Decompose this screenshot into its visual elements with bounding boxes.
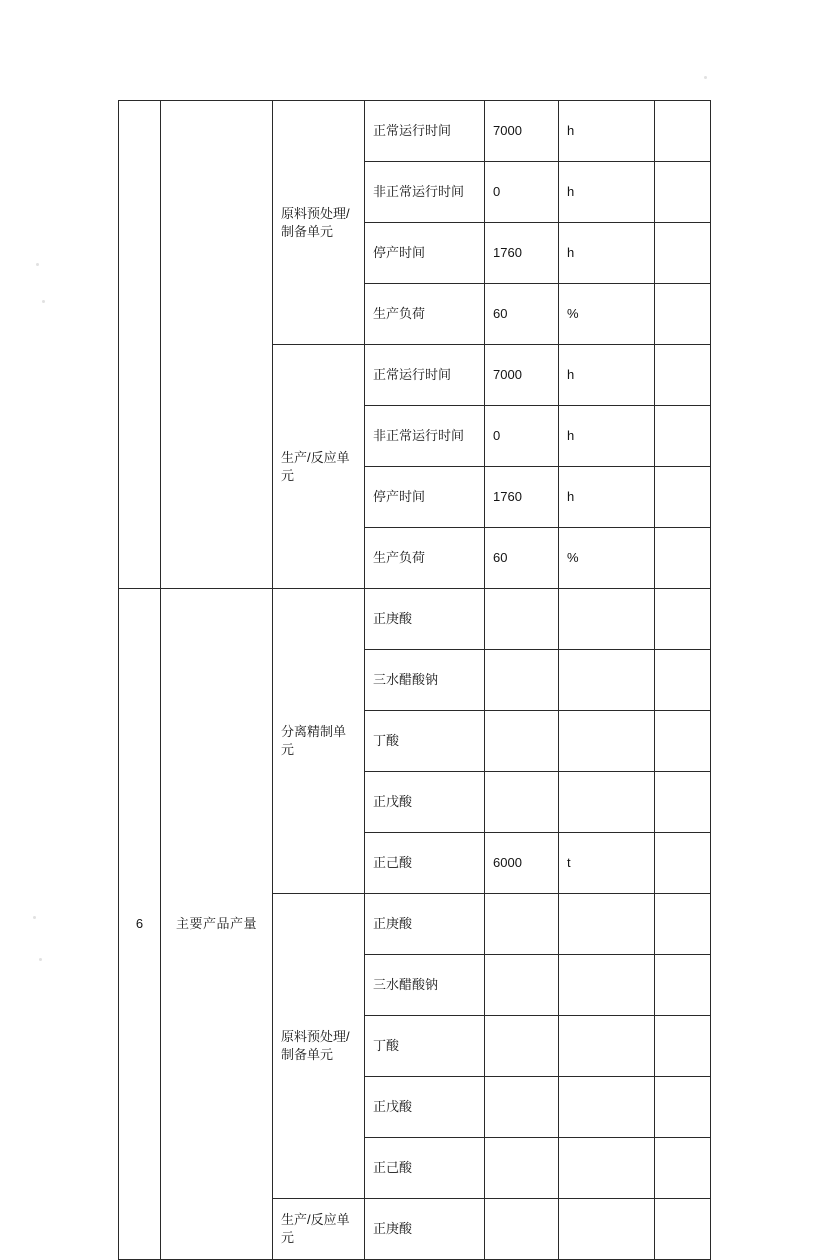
parameter-name: 生产负荷 xyxy=(365,528,485,589)
parameter-name: 丁酸 xyxy=(365,1016,485,1077)
parameter-unit: % xyxy=(559,284,655,345)
parameter-note xyxy=(655,894,711,955)
parameter-unit xyxy=(559,589,655,650)
parameter-note xyxy=(655,650,711,711)
section-index xyxy=(119,101,161,589)
parameter-name: 停产时间 xyxy=(365,467,485,528)
parameter-name: 非正常运行时间 xyxy=(365,162,485,223)
parameter-value: 7000 xyxy=(485,345,559,406)
parameter-name: 生产负荷 xyxy=(365,284,485,345)
parameter-name: 丁酸 xyxy=(365,711,485,772)
parameter-unit: h xyxy=(559,345,655,406)
parameter-note xyxy=(655,406,711,467)
parameter-unit xyxy=(559,1016,655,1077)
parameter-note xyxy=(655,101,711,162)
parameter-value: 6000 xyxy=(485,833,559,894)
parameter-name: 三水醋酸钠 xyxy=(365,650,485,711)
parameter-name: 正己酸 xyxy=(365,1138,485,1199)
parameter-note xyxy=(655,1016,711,1077)
section-item xyxy=(161,101,273,589)
parameter-note xyxy=(655,711,711,772)
unit-name: 生产/反应单元 xyxy=(273,345,365,589)
parameter-note xyxy=(655,345,711,406)
parameter-value: 0 xyxy=(485,162,559,223)
scan-speck xyxy=(42,300,45,303)
parameter-unit xyxy=(559,1077,655,1138)
parameter-unit xyxy=(559,894,655,955)
section-index: 6 xyxy=(119,589,161,1260)
parameter-name: 正常运行时间 xyxy=(365,345,485,406)
parameter-value xyxy=(485,1199,559,1260)
parameter-unit: h xyxy=(559,406,655,467)
parameter-value xyxy=(485,589,559,650)
parameter-value xyxy=(485,955,559,1016)
scan-speck xyxy=(704,76,707,79)
parameter-note xyxy=(655,284,711,345)
parameter-value: 7000 xyxy=(485,101,559,162)
parameter-value: 0 xyxy=(485,406,559,467)
scan-speck xyxy=(33,916,36,919)
table-row xyxy=(119,101,711,162)
parameter-value xyxy=(485,1016,559,1077)
parameter-note xyxy=(655,833,711,894)
parameter-unit xyxy=(559,711,655,772)
scan-speck xyxy=(39,958,42,961)
parameter-value: 1760 xyxy=(485,467,559,528)
parameter-name: 停产时间 xyxy=(365,223,485,284)
parameter-unit xyxy=(559,650,655,711)
parameter-note xyxy=(655,1199,711,1260)
parameter-value xyxy=(485,894,559,955)
parameter-name: 非正常运行时间 xyxy=(365,406,485,467)
parameter-note xyxy=(655,1077,711,1138)
parameter-name: 正常运行时间 xyxy=(365,101,485,162)
parameter-name: 正庚酸 xyxy=(365,589,485,650)
table-row xyxy=(119,589,711,650)
parameter-name: 正己酸 xyxy=(365,833,485,894)
parameter-unit xyxy=(559,772,655,833)
parameter-note xyxy=(655,528,711,589)
parameter-value xyxy=(485,772,559,833)
section-item: 主要产品产量 xyxy=(161,589,273,1260)
parameter-note xyxy=(655,467,711,528)
parameter-unit xyxy=(559,1138,655,1199)
parameter-value xyxy=(485,650,559,711)
parameter-value: 60 xyxy=(485,284,559,345)
parameter-unit: h xyxy=(559,467,655,528)
parameter-unit: t xyxy=(559,833,655,894)
unit-name: 原料预处理/制备单元 xyxy=(273,894,365,1199)
parameter-note xyxy=(655,772,711,833)
unit-name: 分离精制单元 xyxy=(273,589,365,894)
parameter-value xyxy=(485,711,559,772)
production-parameters-table xyxy=(118,100,711,1260)
parameter-name: 正戊酸 xyxy=(365,1077,485,1138)
unit-name: 生产/反应单元 xyxy=(273,1199,365,1260)
parameter-note xyxy=(655,162,711,223)
parameter-note xyxy=(655,1138,711,1199)
parameter-unit: h xyxy=(559,101,655,162)
scan-speck xyxy=(36,263,39,266)
parameter-value: 60 xyxy=(485,528,559,589)
parameter-unit: h xyxy=(559,162,655,223)
parameter-name: 正庚酸 xyxy=(365,894,485,955)
parameter-value xyxy=(485,1138,559,1199)
parameter-note xyxy=(655,223,711,284)
parameter-note xyxy=(655,589,711,650)
parameter-note xyxy=(655,955,711,1016)
parameter-name: 三水醋酸钠 xyxy=(365,955,485,1016)
parameter-unit xyxy=(559,1199,655,1260)
parameter-name: 正戊酸 xyxy=(365,772,485,833)
parameter-unit: h xyxy=(559,223,655,284)
parameter-value xyxy=(485,1077,559,1138)
unit-name: 原料预处理/制备单元 xyxy=(273,101,365,345)
parameter-name: 正庚酸 xyxy=(365,1199,485,1260)
parameter-unit: % xyxy=(559,528,655,589)
parameter-value: 1760 xyxy=(485,223,559,284)
parameter-unit xyxy=(559,955,655,1016)
